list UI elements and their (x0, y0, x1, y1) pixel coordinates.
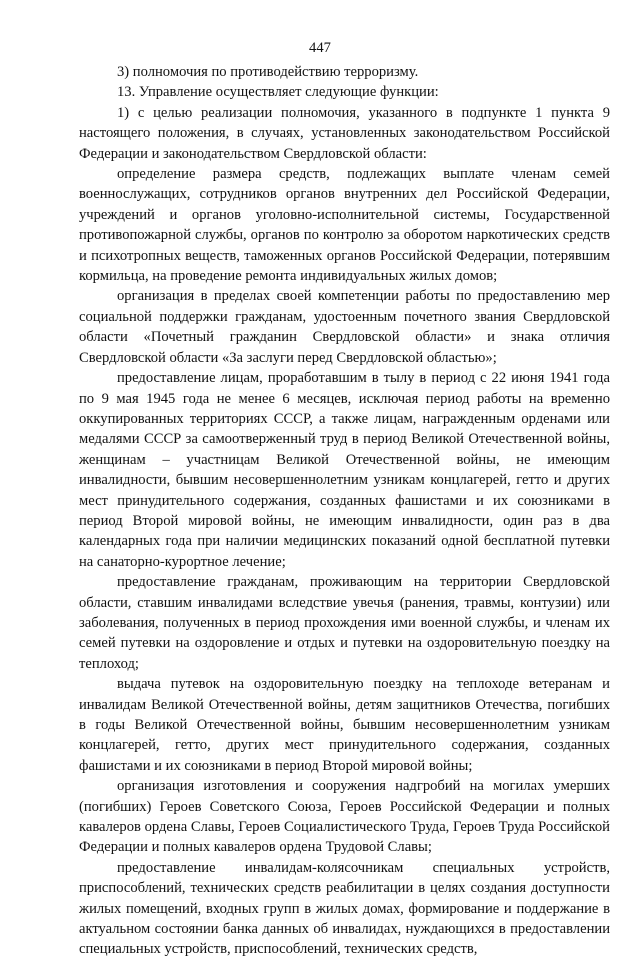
paragraph-wheelchair-devices: предоставление инвалидам-колясочникам специальных устройств, приспособлений, технических средств реабилитации в целях создания доступности жилых помещений, входных групп в жилых домах, формирование и поддержание в актуальном состоянии банка данных об инвалидах, нуждающихся в предоставлении специальных устройств, приспособлений, технических средств, (79, 859, 610, 958)
paragraph-function-1: 1) с целью реализации полномочия, указанного в подпункте 1 пункта 9 настоящего положения, в случаях, установленных законодательством Российской Федерации и законодательством Свердловской области: (79, 104, 610, 162)
paragraph-functions-heading: 13. Управление осуществляет следующие функции: (117, 84, 439, 101)
paragraph-ship-vouchers: выдача путевок на оздоровительную поездку на теплоходе ветеранам и инвалидам Великой Отечественной войны, детям защитников Отечества, погибших в годы Великой Отечественной войны, бывшим несовершеннолетним узникам концлагерей, гетто, других мест принудительного содержания, созданных фашистами и их союзниками в период Второй мировой войны; (79, 676, 610, 774)
paragraph-tombstones: организация изготовления и сооружения надгробий на могилах умерших (погибших) Героев Советского Союза, Героев Российской Федерации и полных кавалеров ордена Славы, Героев Социалистического Труда, Героев Труда Российской Федерации и полных кавалеров ордена Трудовой Славы; (79, 778, 610, 856)
document-body (79, 62, 610, 960)
paragraph-home-front-vouchers: предоставление лицам, проработавшим в тылу в период с 22 июня 1941 года по 9 мая 1945 года не менее 6 месяцев, исключая период работы на временно оккупированных территориях СССР, а также лицам, награжденным орденами или медалями СССР за самоотверженный труд в период Великой Отечественной войны, женщинам – участницам Великой Отечественной войны, не имеющим инвалидности, бывшим несовершеннолетним узникам концлагерей, гетто и других мест принудительного содержания, созданных фашистами и их союзниками в период Второй мировой войны, не имеющим инвалидности, один раз в два календарных года при наличии медицинских показаний одной бесплатной путевки на санаторно-курортное лечение; (79, 370, 610, 570)
paragraph-counter-terrorism: 3) полномочия по противодействию терроризму. (117, 64, 419, 80)
paragraph-disabled-servicemen: предоставление гражданам, проживающим на территории Свердловской области, ставшим инвалидами вследствие увечья (ранения, травмы, контузии) или заболевания, полученных в период прохождения ими военной службы, и членам их семей путевки на оздоровление и отдых и путевки на оздоровительную поездку на теплоход; (79, 574, 610, 672)
page-number: 447 (309, 40, 331, 56)
paragraph-repair-funds: определение размера средств, подлежащих выплате членам семей военнослужащих, сотрудников органов внутренних дел Российской Федерации, учреждений и органов уголовно-исполнительной системы, Государственной противопожарной службы, органов по контролю за оборотом наркотических средств и психотропных веществ, таможенных органов Российской Федерации, потерявшим кормильца, на проведение ремонта индивидуальных жилых домов; (79, 166, 610, 285)
paragraph-honorary-citizen: организация в пределах своей компетенции работы по предоставлению мер социальной поддержки гражданам, удостоенным почетного звания Свердловской области «Почетный гражданин Свердловской области» и знака отличия Свердловской области «За заслуги перед Свердловской областью»; (79, 288, 610, 366)
